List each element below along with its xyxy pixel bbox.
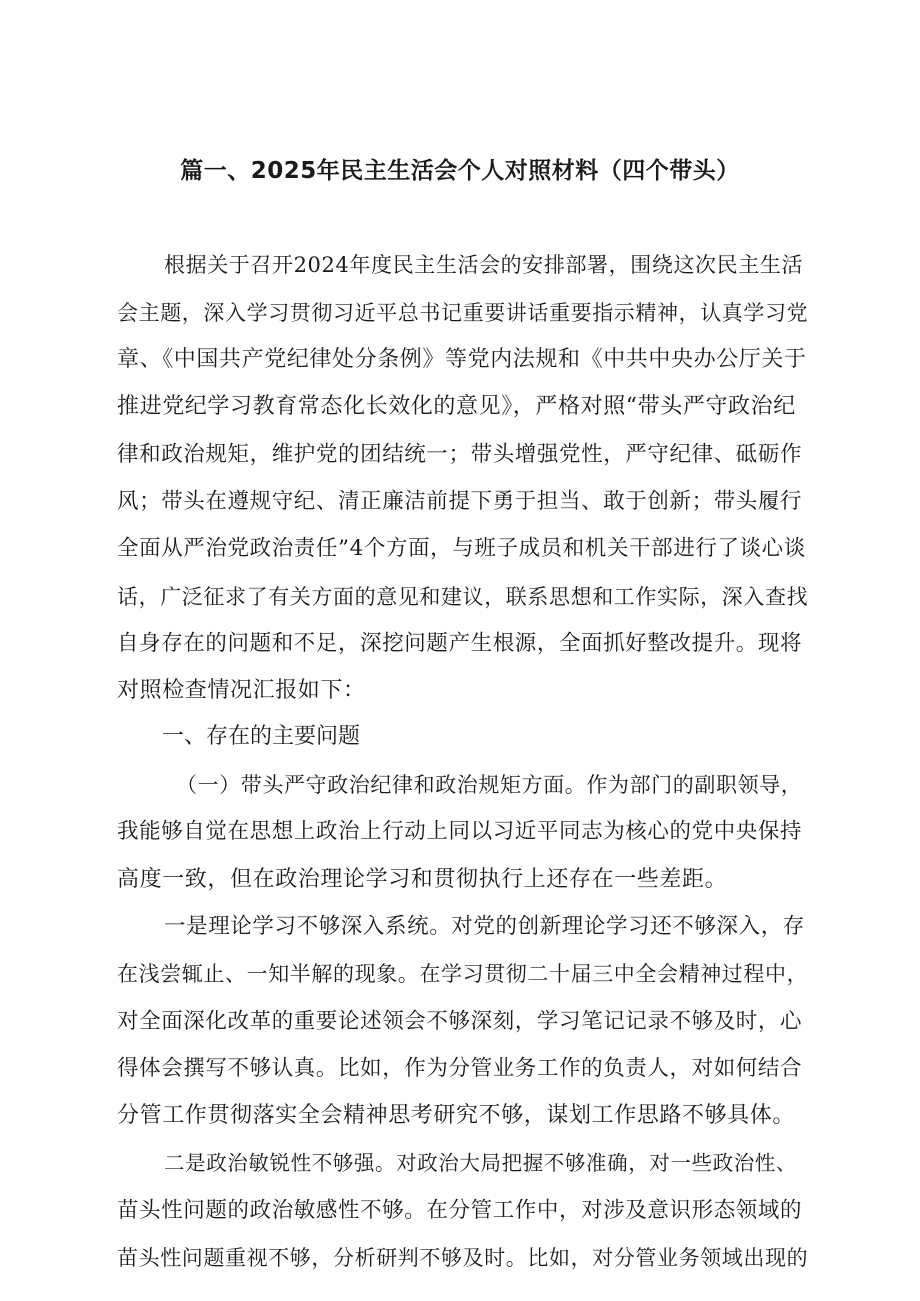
point-line: 对全面深化改革的重要论述领会不够深刻，学习笔记记录不够及时，心 — [117, 1009, 803, 1034]
section-heading: 一、存在的主要问题 — [162, 724, 361, 749]
point-line: 苗头性问题重视不够，分析研判不够及时。比如，对分管业务领域出现的 — [117, 1246, 809, 1270]
point-line: 得体会撰写不够认真。比如，作为分管业务工作的负责人，对如何结合 — [117, 1056, 803, 1081]
intro-line: 风；带头在遵规守纪、清正廉洁前提下勇于担当、敢于创新；带头履行 — [117, 489, 803, 514]
subsection-line: 高度一致，但在政治理论学习和贯彻执行上还存在一些差距。 — [117, 867, 728, 892]
point-line: 在浅尝辄止、一知半解的现象。在学习贯彻二十届三中全会精神过程中， — [117, 962, 809, 986]
intro-line: 对照检查情况汇报如下： — [117, 678, 366, 703]
point-line: 分管工作贯彻落实全会精神思考研究不够，谋划工作思路不够具体。 — [117, 1103, 796, 1128]
document-title: 篇一、2025年民主生活会个人对照材料（四个带头） — [180, 158, 740, 184]
subsection-line: 我能够自觉在思想上政治上行动上同以习近平同志为核心的党中央保持 — [117, 819, 803, 844]
point-line: 二是政治敏锐性不够强。对政治大局把握不够准确，对一些政治性、 — [164, 1151, 797, 1175]
point-line: 苗头性问题的政治敏感性不够。在分管工作中，对涉及意识形态领域的 — [117, 1198, 803, 1223]
intro-line: 章、《中国共产党纪律处分条例》等党内法规和《中共中央办公厅关于 — [117, 347, 807, 372]
subsection-line: （一）带头严守政治纪律和政治规矩方面。作为部门的副职领导， — [176, 773, 803, 797]
point-line: 一是理论学习不够深入系统。对党的创新理论学习还不够深入，存 — [164, 914, 805, 939]
intro-line: 话，广泛征求了有关方面的意见和建议，联系思想和工作实际，深入查找 — [117, 585, 809, 609]
intro-line: 根据关于召开2024年度民主生活会的安排部署，围绕这次民主生活 — [164, 253, 804, 277]
intro-line: 会主题，深入学习贯彻习近平总书记重要讲话重要指示精神，认真学习党 — [117, 301, 809, 325]
intro-line: 自身存在的问题和不足，深挖问题产生根源，全面抓好整改提升。现将 — [117, 631, 803, 656]
intro-line: 全面从严治党政治责任”4个方面，与班子成员和机关干部进行了谈心谈 — [117, 536, 806, 561]
intro-line: 律和政治规矩，维护党的团结统一；带头增强党性，严守纪律、砥砺作 — [117, 442, 803, 467]
intro-line: 推进党纪学习教育常态化长效化的意见》，严格对照“带头严守政治纪 — [117, 394, 796, 419]
